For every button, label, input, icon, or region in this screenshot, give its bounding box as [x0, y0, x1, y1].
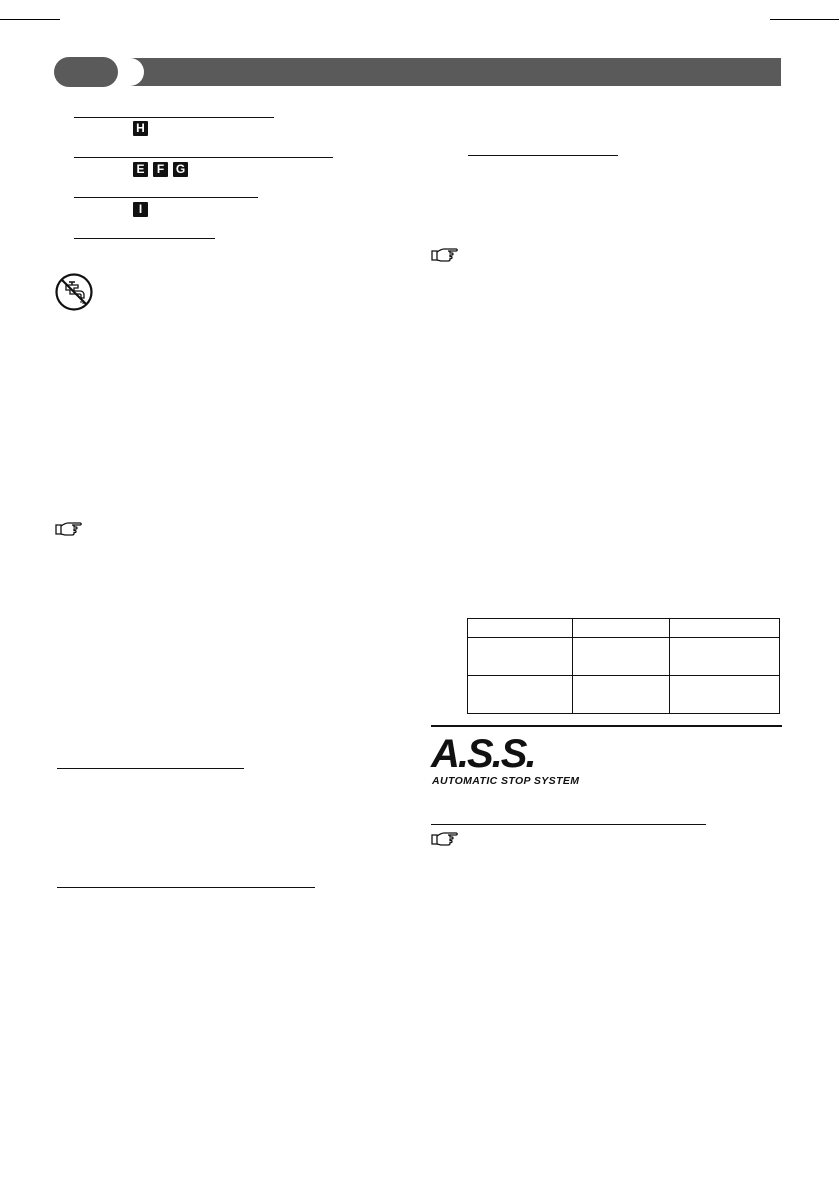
letter-marker-e: E [133, 162, 148, 177]
section-separator [431, 725, 782, 727]
ass-logo-subtitle: AUTOMATIC STOP SYSTEM [432, 775, 580, 787]
table-header-cell [573, 619, 670, 638]
section-rule-i [74, 197, 258, 198]
table-row [468, 638, 780, 676]
pointing-hand-icon [431, 831, 459, 852]
pointing-hand-icon [55, 521, 83, 542]
table-cell [468, 638, 573, 676]
table-cell [573, 638, 670, 676]
spec-table [467, 618, 780, 714]
letter-marker-h: H [133, 121, 148, 136]
table-cell [670, 676, 780, 714]
section-rule-right-2 [431, 824, 706, 825]
crop-mark-right [770, 19, 839, 20]
table-header-row [468, 619, 780, 638]
section-rule-5 [57, 768, 244, 769]
table-cell [468, 676, 573, 714]
letter-marker-f: F [153, 162, 168, 177]
letter-marker-i: I [133, 202, 148, 217]
table-header-cell [670, 619, 780, 638]
section-rule-h [74, 117, 274, 118]
ass-logo-title: A.S.S. [431, 732, 535, 776]
header-bar [128, 58, 781, 86]
header-language-tab [54, 57, 118, 87]
table-row [468, 676, 780, 714]
crop-mark-left [0, 19, 60, 20]
section-rule-6 [57, 887, 315, 888]
pointing-hand-icon [431, 247, 459, 268]
letter-marker-g: G [173, 162, 188, 177]
section-rule-right-1 [468, 155, 618, 156]
table-cell [670, 638, 780, 676]
table-cell [573, 676, 670, 714]
table-header-cell [468, 619, 573, 638]
no-tap-water-icon [54, 272, 94, 312]
section-rule-efg [74, 157, 333, 158]
section-rule-4 [74, 238, 215, 239]
